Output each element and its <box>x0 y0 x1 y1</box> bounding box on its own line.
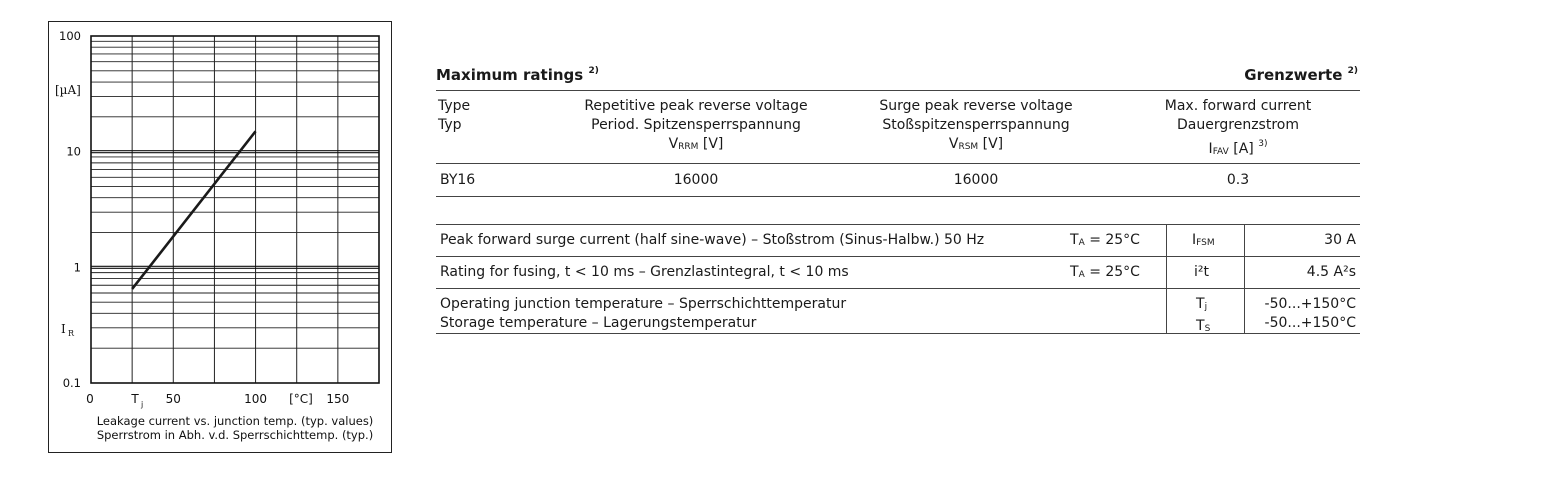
temp-descriptions <box>440 295 846 333</box>
ratings-title-en: Maximum ratings $^{2)}$ <box>436 66 599 84</box>
temp-symbols: $T_j$ $T_S$ <box>1196 296 1211 334</box>
y-tick-label: 0.1 <box>62 376 81 390</box>
divider <box>1166 225 1167 256</box>
chart-caption-de: Sperrstrom in Abh. v.d. Sperrschichttemp. (typ.) <box>96 428 374 442</box>
cell-ifav: 0.3 <box>1226 172 1250 188</box>
y-tick-label: 100 <box>59 29 81 43</box>
fuse-value: 4.5 A²s <box>1306 264 1356 280</box>
x-tick-label: 0 <box>86 392 94 406</box>
surge-symbol: $I_{FSM}$ <box>1192 232 1215 248</box>
op-temp-value: -50...+150°C <box>1264 296 1356 312</box>
x-axis-symbol-sub: j <box>141 400 144 409</box>
ratings-column-headers <box>436 91 1360 164</box>
surge-condition: $T_A = 25^\circ C$ <box>1070 232 1140 248</box>
temp-values <box>1265 295 1356 333</box>
row-temperatures <box>436 289 1360 334</box>
col-surge-voltage: Surge peak reverse voltage Stoßspitzensperrspannung $V_{RSM}$ [V] <box>879 98 1073 152</box>
cell-type: BY16 <box>440 172 476 188</box>
st-temp-desc: Storage temperature – Lagerungstemperatur <box>440 315 757 331</box>
y-tick-label: 1 <box>73 260 81 275</box>
y-unit-label: [µA] <box>55 83 81 97</box>
fuse-desc: Rating for fusing, t < 10 ms – Grenzlastintegral, t < 10 ms <box>440 264 849 280</box>
st-temp-value: -50...+150°C <box>1264 315 1356 331</box>
col-type: Type Typ <box>438 98 471 133</box>
x-tick-label: 150 <box>326 392 350 406</box>
leakage-current-chart <box>48 21 392 453</box>
col-forward-current: Max. forward current Dauergrenzstrom $I_{FAV}$ [A] $^{3)}$ <box>1164 98 1312 157</box>
fuse-symbol: i²t <box>1194 264 1209 280</box>
divider <box>1244 289 1245 333</box>
ratings-row-by16 <box>436 164 1360 197</box>
x-tick-label: 50 <box>165 392 181 406</box>
limits-table <box>436 224 1360 334</box>
row-surge-current <box>436 225 1360 257</box>
fuse-condition: $T_A = 25^\circ C$ <box>1070 264 1140 280</box>
y-axis-symbol: I <box>61 322 66 336</box>
divider <box>1166 257 1167 288</box>
ratings-header <box>436 62 1360 91</box>
chart-canvas <box>49 22 393 454</box>
cell-vrrm: 16000 <box>673 172 719 188</box>
op-temp-desc: Operating junction temperature – Sperrschichttemperatur <box>440 296 847 312</box>
surge-value: 30 A <box>1324 232 1356 248</box>
x-unit-label: [°C] <box>289 392 313 406</box>
y-tick-label: 10 <box>66 144 81 159</box>
cell-vrsm: 16000 <box>953 172 999 188</box>
divider <box>1166 289 1167 333</box>
chart-caption-en: Leakage current vs. junction temp. (typ. values) <box>96 414 374 428</box>
ratings-title-de: Grenzwerte $^{2)}$ <box>1244 66 1358 84</box>
divider <box>1244 225 1245 256</box>
col-repetitive-voltage: Repetitive peak reverse voltage Period. Spitzensperrspannung $V_{RRM}$ [V] <box>584 98 808 152</box>
surge-desc: Peak forward surge current (half sine-wave) – Stoßstrom (Sinus-Halbw.) 50 Hz <box>440 232 985 248</box>
row-fusing-rating <box>436 257 1360 289</box>
series-line <box>132 131 255 289</box>
maximum-ratings-table <box>436 62 1360 197</box>
plot-frame <box>91 36 379 383</box>
x-tick-label: 100 <box>244 392 268 406</box>
x-axis-symbol: T <box>131 392 139 406</box>
y-axis-symbol-sub: R <box>68 329 75 338</box>
divider <box>1244 257 1245 288</box>
